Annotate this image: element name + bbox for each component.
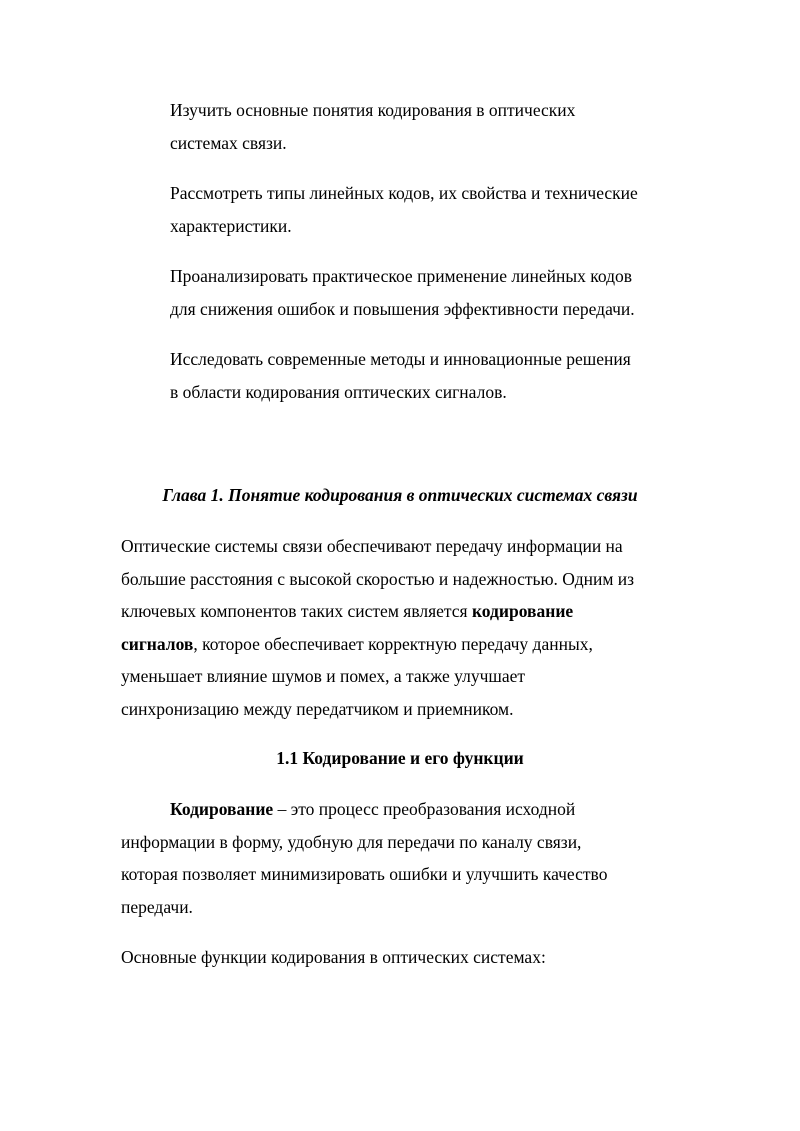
functions-intro: Основные функции кодирования в оптических системах: — [121, 947, 546, 967]
paragraph-line: ключевых компонентов таких систем является — [121, 601, 472, 621]
bold-term: Кодирование — [170, 799, 274, 819]
goal-item — [170, 94, 575, 159]
goal-line: Рассмотреть типы линейных кодов, их свойства и технические — [170, 183, 638, 203]
paragraph-line: – это процесс преобразования исходной — [273, 799, 576, 819]
paragraph-line: уменьшает влияние шумов и помех, а также улучшает — [121, 666, 526, 686]
goal-line: в области кодирования оптических сигналов. — [170, 381, 507, 402]
paragraph-line: передачи. — [121, 896, 193, 917]
paragraph-line: , которое обеспечивает корректную передачу данных, — [193, 633, 593, 654]
goal-line: Проанализировать практическое применение линейных кодов — [170, 266, 633, 286]
paragraph-line: информации в форму, удобную для передачи по каналу связи, — [121, 831, 582, 852]
goal-item — [170, 260, 635, 325]
chapter-intro-paragraph — [121, 530, 634, 725]
paragraph-line: большие расстояния с высокой скоростью и надежностью. Одним из — [121, 568, 635, 589]
goal-line: Исследовать современные методы и инновационные решения — [170, 349, 631, 369]
chapter-title: Глава 1. Понятие кодирования в оптических системах связи — [162, 485, 638, 505]
paragraph-line: синхронизацию между передатчиком и приемником. — [121, 698, 514, 719]
section-title: 1.1 Кодирование и его функции — [276, 748, 524, 768]
goal-line: системах связи. — [170, 132, 287, 153]
paragraph-line: Оптические системы связи обеспечивают передачу информации на — [121, 536, 623, 556]
bold-term: кодирование — [471, 601, 574, 621]
paragraph-line: которая позволяет минимизировать ошибки и улучшить качество — [121, 864, 608, 884]
goal-line: для снижения ошибок и повышения эффективности передачи. — [170, 298, 635, 319]
bold-term: сигналов — [121, 633, 194, 654]
goal-line: характеристики. — [170, 215, 292, 236]
definition-paragraph — [121, 793, 607, 923]
goal-item — [170, 177, 638, 242]
goal-item — [170, 343, 631, 408]
goal-line: Изучить основные понятия кодирования в оптических — [170, 100, 576, 120]
